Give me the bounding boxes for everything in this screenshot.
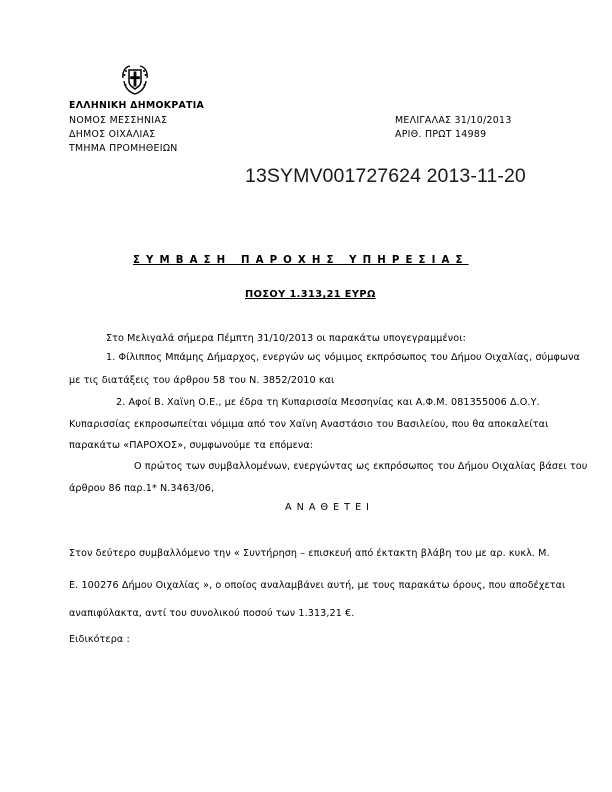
- contract-amount: ΠΟΣΟΥ 1.313,21 ΕΥΡΩ: [245, 289, 376, 300]
- document-title: [133, 255, 469, 266]
- document-title-text: ΣΥΜΒΑΣΗ ΠΑΡΟΧΗΣ ΥΠΗΡΕΣΙΑΣ: [133, 255, 469, 266]
- header-republic: ΕΛΛΗΝΙΚΗ ΔΗΜΟΚΡΑΤΙΑ: [69, 100, 205, 111]
- document-reference-number: 13SYMV001727624 2013-11-20: [245, 165, 526, 187]
- assigns-heading: Α Ν Α Θ Ε Τ Ε Ι: [285, 502, 371, 513]
- second-party-line-3: αναπιφύλακτα, αντί του συνολικού ποσού των 1.313,21 €.: [69, 608, 355, 619]
- specifically-label: Ειδικότερα :: [69, 634, 130, 645]
- header-protocol-number: ΑΡΙΘ. ΠΡΩΤ 14989: [395, 129, 487, 140]
- first-party-line-1: Ο πρώτος των συμβαλλομένων, ενεργώντας ως εκπρόσωπος του Δήμου Οιχαλίας βάσει του: [134, 461, 588, 472]
- second-party-line-2: Ε. 100276 Δήμου Οιχαλίας », ο οποίος αναλαμβάνει αυτή, με τους παρακάτω όρους, που αποδέχεται: [69, 580, 566, 591]
- party2-line-1: 2. Αφοί Β. Χαϊνη Ο.Ε., με έδρα τη Κυπαρισσία Μεσσηνίας και Α.Φ.Μ. 081355006 Δ.Ο.Υ.: [116, 397, 540, 408]
- intro-paragraph: Στο Μελιγαλά σήμερα Πέμπτη 31/10/2013 οι παρακάτω υπογεγραμμένοι:: [106, 333, 466, 344]
- party1-line-2: με τις διατάξεις του άρθρου 58 του Ν. 3852/2010 και: [69, 375, 335, 386]
- party1-line-1: 1. Φίλιππος Μπάμης Δήμαρχος, ενεργών ως νόμιμος εκπρόσωπος του Δήμου Οιχαλίας, σύμφωνα: [106, 352, 580, 363]
- second-party-line-1: Στον δεύτερο συμβαλλόμενο την « Συντήρηση – επισκευή από έκτακτη βλάβη του με αρ. κυκλ. Μ.: [69, 548, 550, 559]
- header-prefecture: ΝΟΜΟΣ ΜΕΣΣΗΝΙΑΣ: [69, 115, 168, 126]
- header-department: ΤΜΗΜΑ ΠΡΟΜΗΘΕΙΩΝ: [69, 143, 178, 154]
- header-place-date: ΜΕΛΙΓΑΛΑΣ 31/10/2013: [395, 115, 512, 126]
- greek-coat-of-arms-icon: [121, 64, 149, 95]
- party2-line-3: παρακάτω «ΠΑΡΟΧΟΣ», συμφωνούμε τα επόμενα:: [69, 440, 314, 451]
- header-municipality: ΔΗΜΟΣ ΟΙΧΑΛΙΑΣ: [69, 129, 156, 140]
- party2-line-2: Κυπαρισσίας εκπροσωπείται νόμιμα από τον Χαϊνη Αναστάσιο του Βασιλείου, που θα αποκαλείται: [69, 419, 549, 430]
- first-party-line-2: άρθρου 86 παρ.1* Ν.3463/06,: [69, 483, 215, 494]
